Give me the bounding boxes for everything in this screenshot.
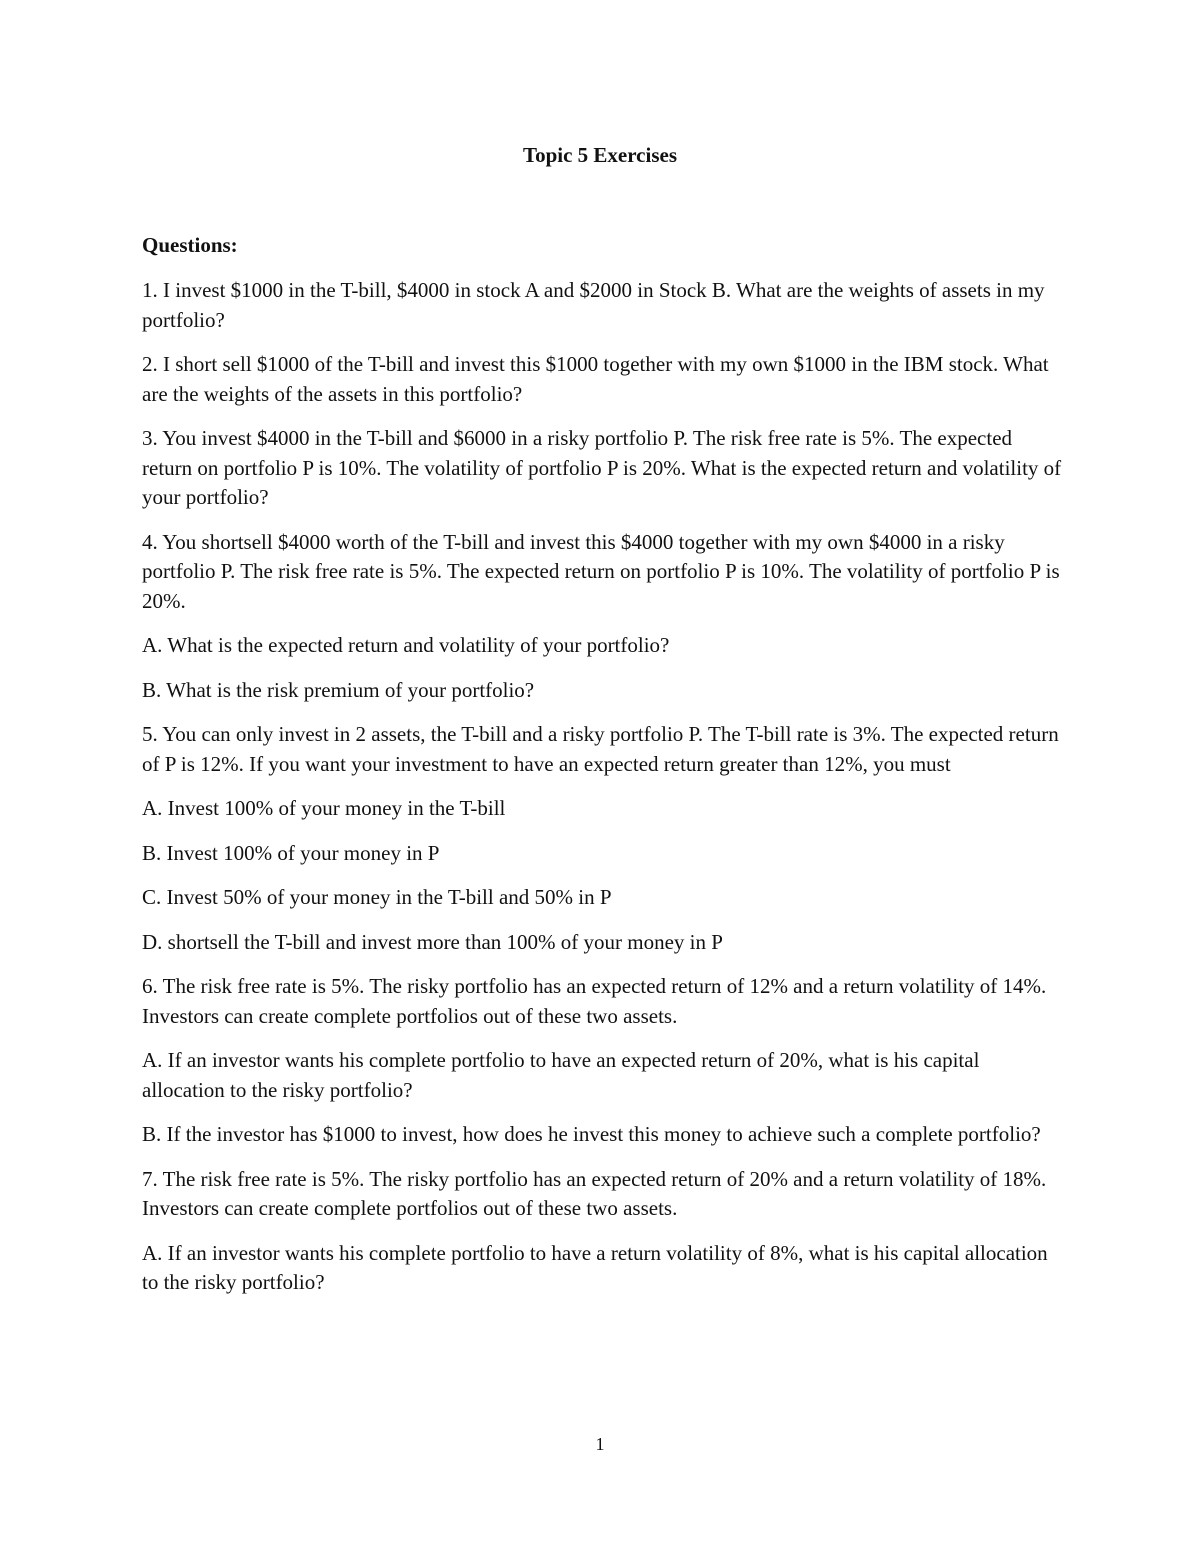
question-4-part-a: A. What is the expected return and volatility of your portfolio? [142, 633, 670, 657]
question-6-part-a: A. If an investor wants his complete portfolio to have an expected return of 20%, what is his capital allocation to the risky portfolio? [142, 1048, 980, 1102]
question-1: 1. I invest $1000 in the T-bill, $4000 in stock A and $2000 in Stock B. What are the weights of assets in my portfolio? [142, 278, 1045, 332]
questions-heading: Questions: [142, 233, 238, 257]
question-5-option-c: C. Invest 50% of your money in the T-bill and 50% in P [142, 885, 612, 909]
question-4: 4. You shortsell $4000 worth of the T-bill and invest this $4000 together with my own $4000 in a risky portfolio P. The risk free rate is 5%. The expected return on portfolio P is 10%. The volatility of portfolio P is 20%. [142, 529, 1060, 613]
question-3: 3. You invest $4000 in the T-bill and $6000 in a risky portfolio P. The risk free rate is 5%. The expected return on portfolio P is 10%. The volatility of portfolio P is 20%. What is the expected return and volatility of your portfolio? [142, 426, 1062, 509]
question-5-option-a: A. Invest 100% of your money in the T-bill [142, 796, 506, 820]
question-2: 2. I short sell $1000 of the T-bill and invest this $1000 together with my own $1000 in the IBM stock. What are the weights of the assets in this portfolio? [142, 352, 1049, 406]
question-5: 5. You can only invest in 2 assets, the T-bill and a risky portfolio P. The T-bill rate is 3%. The expected return of P is 12%. If you want your investment to have an expected return greater than 12%, you must [142, 722, 1059, 776]
question-5-option-b: B. Invest 100% of your money in P [142, 840, 440, 865]
questions-body [142, 276, 1062, 1313]
question-6-part-b: B. If the investor has $1000 to invest, how does he invest this money to achieve such a complete portfolio? [142, 1122, 1041, 1146]
question-7: 7. The risk free rate is 5%. The risky portfolio has an expected return of 20% and a return volatility of 18%. Investors can create complete portfolios out of these two assets. [142, 1166, 1047, 1220]
question-7-part-a: A. If an investor wants his complete portfolio to have a return volatility of 8%, what is his capital allocation to the risky portfolio? [142, 1240, 1048, 1294]
page-title: Topic 5 Exercises [522, 143, 677, 167]
question-4-part-b: B. What is the risk premium of your portfolio? [142, 677, 535, 702]
page-number: 1 [595, 1434, 605, 1454]
question-5-option-d: D. shortsell the T-bill and invest more than 100% of your money in P [142, 929, 723, 954]
question-6: 6. The risk free rate is 5%. The risky portfolio has an expected return of 12% and a return volatility of 14%. Investors can create complete portfolios out of these two assets. [142, 974, 1047, 1028]
